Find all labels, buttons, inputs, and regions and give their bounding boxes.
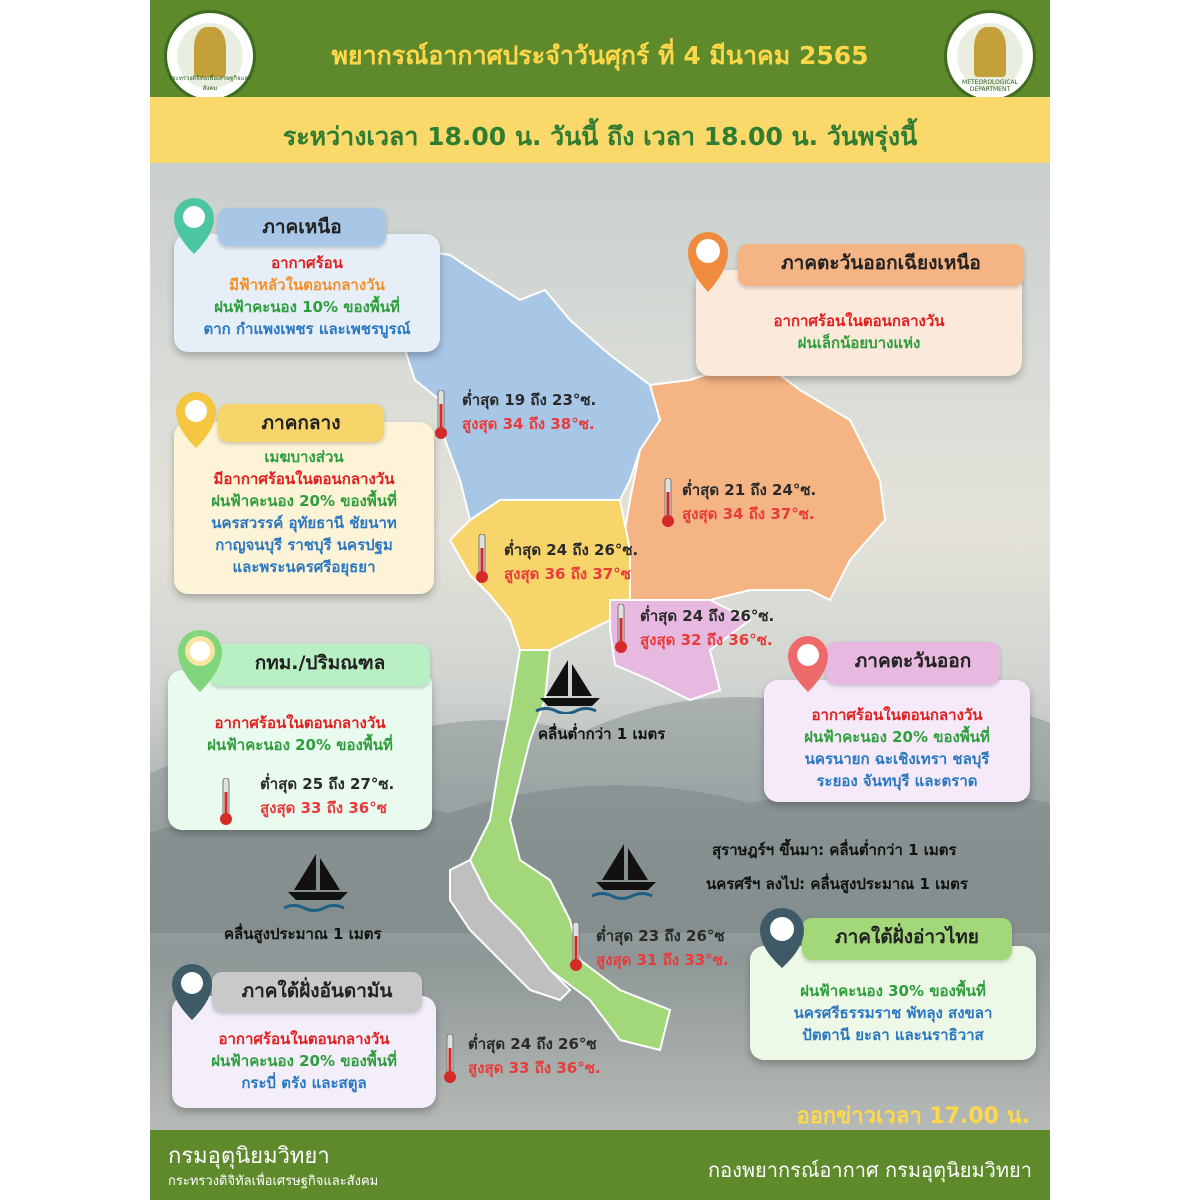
south-andaman-temperature: ต่ำสุด 24 ถึง 26°ซ สูงสุด 33 ถึง 36°ซ.: [468, 1035, 601, 1077]
central-temperature: ต่ำสุด 24 ถึง 26°ซ. สูงสุด 36 ถึง 37°ซ: [504, 541, 639, 583]
forecast-poster: [150, 0, 1050, 1200]
thermometer-icon: [218, 778, 234, 826]
central-region-tag: ภาคกลาง: [218, 404, 384, 442]
central-forecast-card: เมฆบางส่วน มีอากาศร้อนในตอนกลางวัน ฝนฟ้าคะนอง 20% ของพื้นที่ นครสวรรค์ อุทัยธานี ชัยนาท กาญจนบุรี ราชบุรี นครปฐม และพระนครศรีอยุธยา: [174, 422, 434, 594]
gulf-north-wave-label: สุราษฎร์ฯ ขึ้นมา: คลื่นต่ำกว่า 1 เมตร: [712, 841, 957, 859]
south-gulf-temperature: ต่ำสุด 23 ถึง 26°ซ สูงสุด 31 ถึง 33°ซ.: [596, 927, 729, 969]
upper-gulf-wave-label: คลื่นต่ำกว่า 1 เมตร: [538, 725, 666, 743]
location-pin-icon: [758, 906, 806, 970]
thermometer-icon: [568, 922, 584, 972]
thermometer-icon: [613, 604, 629, 654]
north-region-tag: ภาคเหนือ: [218, 208, 386, 246]
ministry-logo: กระทรวงดิจิทัลเพื่อเศรษฐกิจและสังคม: [164, 10, 256, 102]
east-forecast-card: อากาศร้อนในตอนกลางวัน ฝนฟ้าคะนอง 20% ของพื้นที่ นครนายก ฉะเชิงเทรา ชลบุรี ระยอง จันทบุรี และตราด: [764, 680, 1030, 802]
release-time: ออกข่าวเวลา 17.00 น.: [796, 1104, 1030, 1129]
andaman-wave-label: คลื่นสูงประมาณ 1 เมตร: [224, 925, 382, 943]
sailboat-icon: [534, 656, 606, 714]
thermometer-icon: [474, 534, 490, 584]
location-pin-icon: [786, 634, 830, 694]
location-pin-icon: [170, 962, 214, 1022]
footer-department: กรมอุตุนิยมวิทยา: [168, 1144, 330, 1169]
bangkok-temperature: ต่ำสุด 25 ถึง 27°ซ. สูงสุด 33 ถึง 36°ซ: [260, 775, 395, 817]
south-gulf-forecast-card: ฝนฟ้าคะนอง 30% ของพื้นที่ นครศรีธรรมราช พัทลุง สงขลา ปัตตานี ยะลา และนราธิวาส: [750, 946, 1036, 1060]
north-temperature: ต่ำสุด 19 ถึง 23°ซ. สูงสุด 34 ถึง 38°ซ.: [462, 391, 597, 433]
south-gulf-region-tag: ภาคใต้ฝั่งอ่าวไทย: [802, 918, 1012, 960]
location-pin-icon: [686, 230, 730, 294]
northeast-region-tag: ภาคตะวันออกเฉียงเหนือ: [738, 244, 1024, 286]
tmd-logo: METEOROLOGICAL DEPARTMENT: [944, 10, 1036, 102]
page-title: พยากรณ์อากาศประจำวันศุกร์ ที่ 4 มีนาคม 2565: [331, 41, 869, 70]
northeast-temperature: ต่ำสุด 21 ถึง 24°ซ. สูงสุด 34 ถึง 37°ซ.: [682, 481, 817, 523]
bangkok-region-tag: กทม./ปริมณฑล: [210, 644, 430, 686]
east-temperature: ต่ำสุด 24 ถึง 26°ซ. สูงสุด 32 ถึง 36°ซ.: [640, 607, 775, 649]
bangkok-forecast-card: อากาศร้อนในตอนกลางวัน ฝนฟ้าคะนอง 20% ของพื้นที่: [168, 670, 432, 830]
sailboat-icon: [590, 840, 662, 900]
page-subtitle: ระหว่างเวลา 18.00 น. วันนี้ ถึง เวลา 18.00 น. วันพรุ่งนี้: [282, 122, 918, 151]
location-pin-icon: [174, 390, 218, 450]
gulf-south-wave-label: นครศรีฯ ลงไป: คลื่นสูงประมาณ 1 เมตร: [706, 875, 968, 893]
east-region-tag: ภาคตะวันออก: [826, 642, 1000, 684]
thermometer-icon: [660, 478, 676, 528]
thermometer-icon: [442, 1034, 458, 1084]
thermometer-icon: [433, 390, 449, 440]
footer-division: กองพยากรณ์อากาศ กรมอุตุนิยมวิทยา: [707, 1158, 1032, 1182]
northeast-forecast-card: อากาศร้อนในตอนกลางวัน ฝนเล็กน้อยบางแห่ง: [696, 270, 1022, 376]
location-pin-icon: [176, 628, 224, 694]
sailboat-icon: [282, 850, 354, 914]
location-pin-icon: [172, 196, 216, 256]
footer-ministry: กระทรวงดิจิทัลเพื่อเศรษฐกิจและสังคม: [168, 1174, 379, 1189]
south-andaman-region-tag: ภาคใต้ฝั่งอันดามัน: [212, 972, 422, 1012]
south-andaman-forecast-card: อากาศร้อนในตอนกลางวัน ฝนฟ้าคะนอง 20% ของพื้นที่ กระบี่ ตรัง และสตูล: [172, 996, 436, 1108]
footer-bar: [150, 1130, 1050, 1200]
north-forecast-card: อากาศร้อน มีฟ้าหลัวในตอนกลางวัน ฝนฟ้าคะนอง 10% ของพื้นที่ ตาก กำแพงเพชร และเพชรบูรณ์: [174, 234, 440, 352]
